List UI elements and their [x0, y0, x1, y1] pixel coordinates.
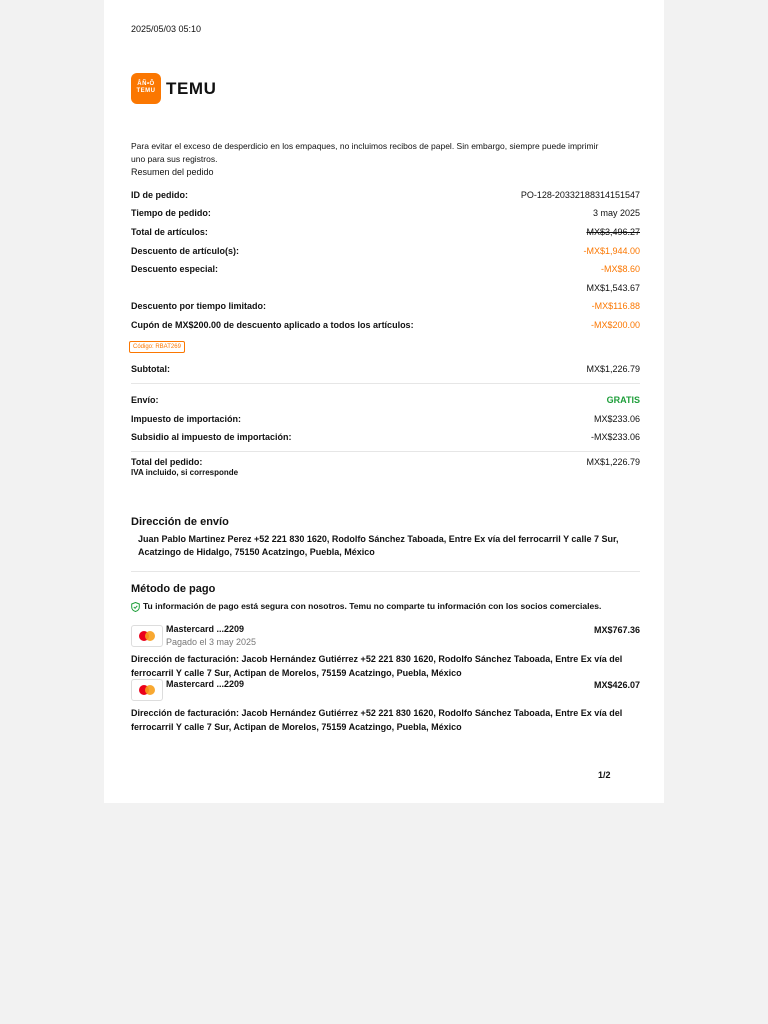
mastercard-icon: [131, 679, 163, 701]
order-summary-title: Resumen del pedido: [131, 167, 214, 177]
iva-note: IVA incluido, si corresponde: [131, 468, 239, 477]
coupon-label: Cupón de MX$200.00 de descuento aplicado a todos los artículos:: [131, 320, 414, 330]
import-subsidy-label: Subsidio al impuesto de importación:: [131, 432, 292, 442]
mastercard-icon: [131, 625, 163, 647]
shipping-value: GRATIS: [606, 395, 640, 405]
shipping-address-title: Dirección de envío: [131, 516, 229, 528]
coupon-value: -MX$200.00: [590, 320, 640, 330]
special-discount-label: Descuento especial:: [131, 264, 219, 274]
temu-wordmark: TEMU: [166, 79, 217, 98]
receipt-date: 2025/05/03 05:10: [131, 24, 202, 34]
order-id-value: PO-128-20332188314151547: [520, 190, 640, 200]
billing-address: Dirección de facturación: Jacob Hernández Gutiérrez +52 221 830 1620, Rodolfo Sánchez Taboada, Entre Ex vía del ferrocarril Y calle 7 Sur, Actipan de Morelos, 75159 Acatzingo, Puebla, México: [131, 708, 623, 732]
limited-discount-value: -MX$116.88: [591, 301, 640, 311]
coupon-code-badge: Código: RBAT269: [129, 341, 185, 353]
shield-check-icon: [131, 602, 140, 612]
divider: [131, 383, 640, 384]
shipping-label: Envío:: [131, 395, 159, 405]
divider: [131, 451, 640, 452]
card-paid-date: Pagado el 3 may 2025: [166, 637, 257, 647]
card-name: Mastercard ...2209: [166, 624, 245, 634]
card-amount: MX$767.36: [593, 625, 640, 635]
item-discount-label: Descuento de artículo(s):: [131, 246, 240, 256]
billing-address: Dirección de facturación: Jacob Hernández Gutiérrez +52 221 830 1620, Rodolfo Sánchez Taboada, Entre Ex vía del ferrocarril Y calle 7 Sur, Actipan de Morelos, 75159 Acatzingo, Puebla, México: [131, 654, 623, 678]
order-time-label: Tiempo de pedido:: [131, 208, 211, 218]
secure-payment-text: Tu información de pago está segura con nosotros. Temu no comparte tu información con los socios comerciales.: [143, 601, 602, 611]
card-name: Mastercard ...2209: [166, 679, 245, 689]
import-tax-label: Impuesto de importación:: [131, 414, 242, 424]
payment-method-title: Método de pago: [131, 583, 216, 595]
item-discount-value: -MX$1,944.00: [583, 246, 640, 256]
card-amount: MX$426.07: [593, 680, 640, 690]
paper-receipt-notice: Para evitar el exceso de desperdicio en los empaques, no incluimos recibos de papel. Sin embargo, siempre puede imprimir uno para sus registros.: [131, 141, 599, 164]
items-total-label: Total de artículos:: [131, 227, 208, 237]
subtotal-value: MX$1,226.79: [586, 364, 640, 374]
logo-bottom-text: TEMU: [136, 88, 156, 94]
import-subsidy-value: -MX$233.06: [590, 432, 640, 442]
special-discount-value: -MX$8.60: [600, 264, 640, 274]
items-total-value: MX$3,496.27: [586, 227, 640, 237]
order-time-value: 3 may 2025: [592, 208, 640, 218]
import-tax-value: MX$233.06: [593, 414, 640, 424]
subtotal-label: Subtotal:: [131, 364, 170, 374]
limited-discount-label: Descuento por tiempo limitado:: [131, 301, 267, 311]
order-total-label: Total del pedido:: [131, 457, 203, 467]
order-id-label: ID de pedido:: [131, 190, 188, 200]
order-total-value: MX$1,226.79: [586, 457, 640, 467]
after-discount-value: MX$1,543.67: [586, 283, 640, 293]
secure-payment-note: [131, 601, 601, 612]
temu-logo-icon: [131, 73, 161, 104]
page-number: 1/2: [598, 770, 611, 780]
receipt-page: [104, 0, 664, 803]
logo-top-text: ÂÑ•Ô: [137, 81, 155, 87]
shipping-address-text: Juan Pablo Martinez Perez +52 221 830 1620, Rodolfo Sánchez Taboada, Entre Ex vía del ferrocarril Y calle 7 Sur, Acatzingo de Hidalgo, 75150 Acatzingo, Puebla, México: [138, 534, 619, 557]
divider: [131, 571, 640, 572]
